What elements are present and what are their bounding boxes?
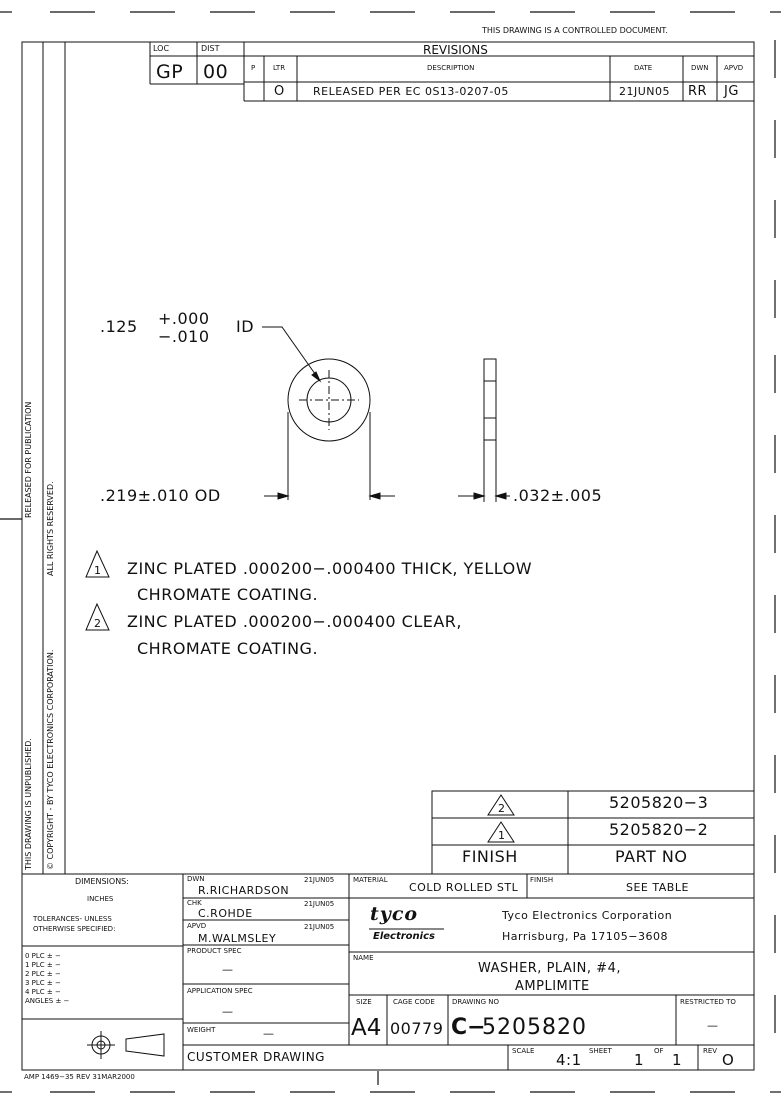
- note-flag-1-number: 1: [94, 564, 101, 577]
- rev-col-dwn: DWN: [691, 64, 709, 72]
- drawing-no-prefix: C−: [451, 1015, 486, 1040]
- note-2-line-2: CHROMATE COATING.: [137, 639, 319, 658]
- material-label: MATERIAL: [353, 876, 388, 884]
- rev-row-dwn: RR: [688, 84, 708, 99]
- restricted-to-label: RESTRICTED TO: [680, 998, 736, 1006]
- finish-row-1-part: 5205820−3: [609, 793, 709, 812]
- size-value: A4: [351, 1015, 382, 1041]
- id-tolerance-plus: +.000: [158, 309, 210, 328]
- drawn-date: 21JUN05: [304, 876, 335, 884]
- apvd-label: APVD: [187, 922, 207, 930]
- dist-label: DIST: [201, 44, 220, 53]
- rev-value: O: [722, 1051, 735, 1069]
- note-1-line-2: CHROMATE COATING.: [137, 585, 319, 604]
- of-value: 1: [672, 1051, 683, 1069]
- drawing-no-value: 5205820: [482, 1015, 587, 1040]
- dist-value: 00: [203, 61, 229, 83]
- rev-row-ltr: O: [274, 84, 285, 99]
- unpublished-note: THIS DRAWING IS UNPUBLISHED.: [24, 738, 33, 870]
- product-spec-label: PRODUCT SPEC: [187, 947, 242, 955]
- drawn-by: R.RICHARDSON: [198, 884, 290, 897]
- finish-row-1-flag: 2: [498, 802, 505, 815]
- loc-value: GP: [156, 61, 184, 83]
- dimensions-label: DIMENSIONS:: [75, 877, 129, 886]
- part-name-line-1: WASHER, PLAIN, #4,: [478, 961, 621, 976]
- note-2-line-1: ZINC PLATED .000200−.000400 CLEAR,: [127, 612, 462, 631]
- drawing-no-label: DRAWING NO: [452, 998, 499, 1006]
- application-spec-label: APPLICATION SPEC: [187, 987, 253, 995]
- copyright-note: © COPYRIGHT - BY TYCO ELECTRONICS CORPORATION.: [46, 649, 55, 870]
- sheet-value: 1: [634, 1051, 645, 1069]
- controlled-document-note: THIS DRAWING IS A CONTROLLED DOCUMENT.: [482, 26, 668, 35]
- tolerances-label: TOLERANCES- UNLESS: [33, 915, 112, 923]
- units-label: INCHES: [87, 895, 114, 903]
- product-spec-value: —: [222, 963, 233, 976]
- rev-row-description: RELEASED PER EC 0S13-0207-05: [313, 85, 509, 98]
- plc-0: 0 PLC ± −: [25, 952, 61, 960]
- finish-column-header: FINISH: [462, 847, 518, 866]
- part-no-column-header: PART NO: [615, 847, 688, 866]
- cage-code-label: CAGE CODE: [393, 998, 435, 1006]
- tyco-logo: tyco: [370, 903, 419, 925]
- od-dimension: .219±.010 OD: [100, 486, 221, 505]
- id-tolerance-minus: −.010: [158, 327, 210, 346]
- chk-label: CHK: [187, 899, 202, 907]
- electronics-logo: Electronics: [373, 931, 435, 942]
- customer-drawing-label: CUSTOMER DRAWING: [187, 1050, 325, 1064]
- part-name-line-2: AMPLIMITE: [515, 979, 590, 994]
- of-label: OF: [654, 1047, 664, 1055]
- scale-value: 4:1: [556, 1051, 582, 1069]
- note-1-line-1: ZINC PLATED .000200−.000400 THICK, YELLOW: [127, 559, 533, 578]
- finish-value: SEE TABLE: [626, 881, 689, 894]
- cage-code-value: 00779: [390, 1019, 444, 1038]
- application-spec-value: —: [222, 1005, 233, 1018]
- restricted-to-value: —: [707, 1019, 718, 1032]
- released-for-publication-note: RELEASED FOR PUBLICATION: [24, 401, 33, 518]
- checked-by: C.ROHDE: [198, 907, 253, 920]
- plc-2: 2 PLC ± −: [25, 970, 61, 978]
- washer-inner-circle: [307, 378, 351, 422]
- revisions-title: REVISIONS: [423, 43, 488, 57]
- finish-row-2-part: 5205820−2: [609, 820, 709, 839]
- plc-3: 3 PLC ± −: [25, 979, 61, 987]
- otherwise-specified-label: OTHERWISE SPECIFIED:: [33, 925, 116, 933]
- washer-side-view: [484, 359, 496, 440]
- angles-tolerance: ANGLES ± −: [25, 997, 70, 1005]
- sheet-label: SHEET: [589, 1047, 612, 1055]
- approved-by: M.WALMSLEY: [198, 932, 277, 945]
- thickness-dimension: .032±.005: [513, 486, 603, 505]
- size-label: SIZE: [356, 998, 372, 1006]
- rev-col-apvd: APVD: [724, 64, 744, 72]
- weight-label: WEIGHT: [187, 1026, 216, 1034]
- plc-4: 4 PLC ± −: [25, 988, 61, 996]
- rev-row-date: 21JUN05: [619, 85, 671, 98]
- material-value: COLD ROLLED STL: [409, 881, 519, 894]
- plc-1: 1 PLC ± −: [25, 961, 61, 969]
- finish-label: FINISH: [530, 876, 554, 884]
- scale-label: SCALE: [512, 1047, 535, 1055]
- id-label: ID: [236, 317, 255, 336]
- rev-col-description: DESCRIPTION: [427, 64, 475, 72]
- rev-label: REV: [703, 1047, 718, 1055]
- finish-row-2-flag: 1: [498, 829, 505, 842]
- rev-col-p: P: [251, 64, 256, 72]
- checked-date: 21JUN05: [304, 900, 335, 908]
- loc-label: LOC: [153, 44, 170, 53]
- company-address: Harrisburg, Pa 17105−3608: [502, 930, 668, 943]
- rev-row-apvd: JG: [724, 84, 739, 99]
- approved-date: 21JUN05: [304, 923, 335, 931]
- note-flag-2-number: 2: [94, 617, 101, 630]
- rev-col-ltr: LTR: [273, 64, 286, 72]
- id-dimension-value: .125: [100, 317, 138, 336]
- rev-col-date: DATE: [634, 64, 653, 72]
- rights-reserved-note: ALL RIGHTS RESERVED.: [46, 481, 55, 576]
- name-label: NAME: [353, 954, 374, 962]
- form-number: AMP 1469−35 REV 31MAR2000: [24, 1073, 135, 1081]
- weight-value: —: [263, 1027, 274, 1040]
- third-angle-projection-symbol: [87, 1031, 164, 1059]
- dwn-label: DWN: [187, 875, 205, 883]
- company-name: Tyco Electronics Corporation: [502, 909, 673, 922]
